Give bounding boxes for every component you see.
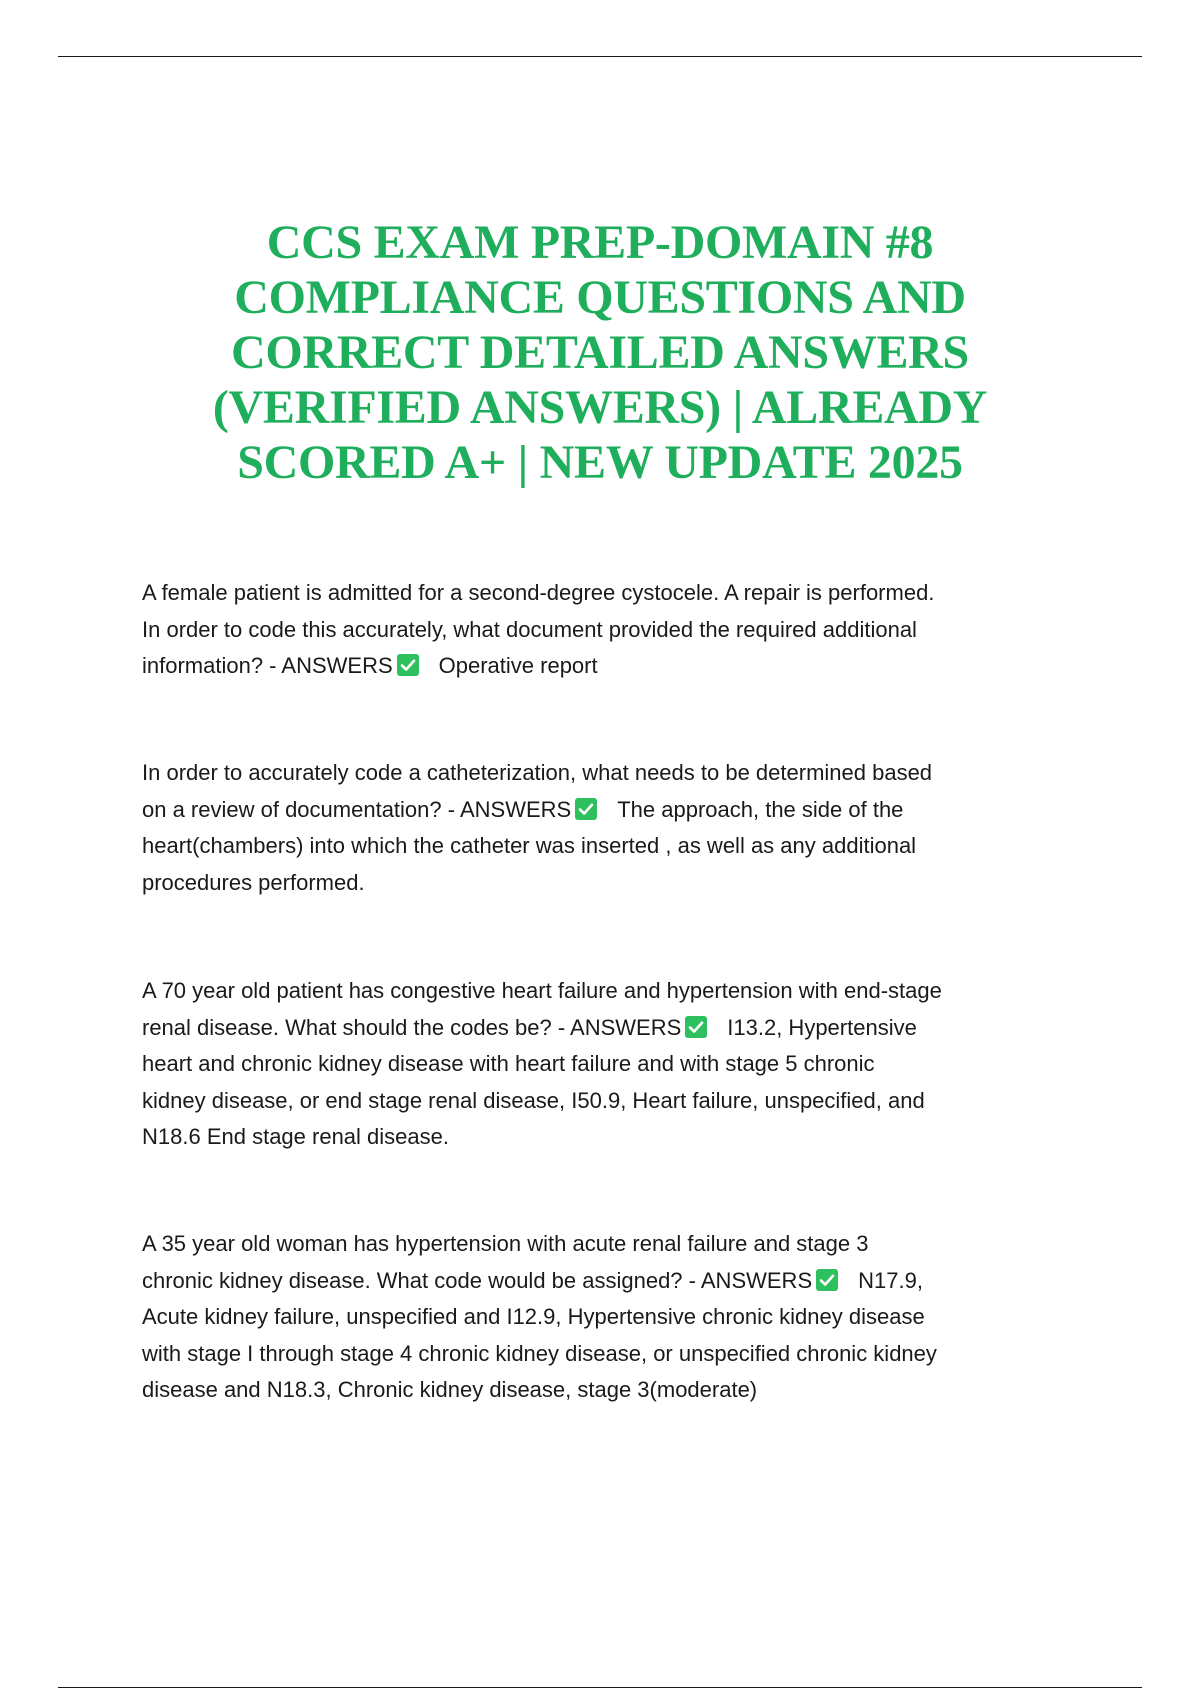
question-text: renal disease. What should the codes be? - ANSWERS [142,1014,682,1040]
check-box-icon [397,654,419,676]
title-line: (VERIFIED ANSWERS) | ALREADY [212,381,988,434]
question-answer-line [142,1263,1072,1300]
answer-text: I13.2, Hypertensive [727,1014,917,1040]
check-box-icon [816,1269,838,1291]
document-title [150,215,1050,490]
answer-text: procedures performed. [142,869,365,895]
answer-text: with stage I through stage 4 chronic kidney disease, or unspecified chronic kidney [142,1340,937,1366]
question-answer-line [142,648,1072,685]
answer-text: N17.9, [858,1267,923,1293]
check-box-icon [685,1016,707,1038]
answer-text: heart(chambers) into which the catheter was inserted , as well as any additional [142,833,917,858]
check-box-icon [575,798,597,820]
question-text: A 70 year old patient has congestive heart failure and hypertension with end-stage [142,978,942,1003]
bottom-rule [58,1687,1142,1688]
question-text: chronic kidney disease. What code would be assigned? - ANSWERS [142,1267,813,1293]
title-line: CORRECT DETAILED ANSWERS [231,326,969,379]
question-text: In order to code this accurately, what document provided the required additional [142,616,917,642]
answer-text: Acute kidney failure, unspecified and I12.9, Hypertensive chronic kidney disease [142,1304,925,1329]
answer-text: disease and N18.3, Chronic kidney disease, stage 3(moderate) [142,1377,758,1402]
title-line: CCS EXAM PREP-DOMAIN #8 [266,216,934,269]
question-answer-line [142,792,1072,829]
qa-item [142,575,1072,685]
question-text: A female patient is admitted for a second-degree cystocele. A repair is performed. [142,580,935,605]
question-text: on a review of documentation? - ANSWERS [142,796,572,822]
answer-text: The approach, the side of the [617,796,904,822]
question-answer-line [142,1010,1072,1047]
answer-text: heart and chronic kidney disease with heart failure and with stage 5 chronic [142,1051,875,1076]
answer-text: N18.6 End stage renal disease. [142,1124,449,1149]
qa-item [142,973,1072,1156]
question-text: A 35 year old woman has hypertension with acute renal failure and stage 3 [142,1231,869,1256]
answer-text: Operative report [438,653,598,678]
title-line: COMPLIANCE QUESTIONS AND [234,271,966,324]
question-text: information? - ANSWERS [142,653,393,678]
qa-item [142,755,1072,901]
question-text: In order to accurately code a catheterization, what needs to be determined based [142,760,933,785]
top-rule [58,56,1142,57]
answer-text: kidney disease, or end stage renal disease, I50.9, Heart failure, unspecified, and [142,1087,925,1113]
title-line: SCORED A+ | NEW UPDATE 2025 [237,436,963,489]
qa-item [142,1226,1072,1409]
